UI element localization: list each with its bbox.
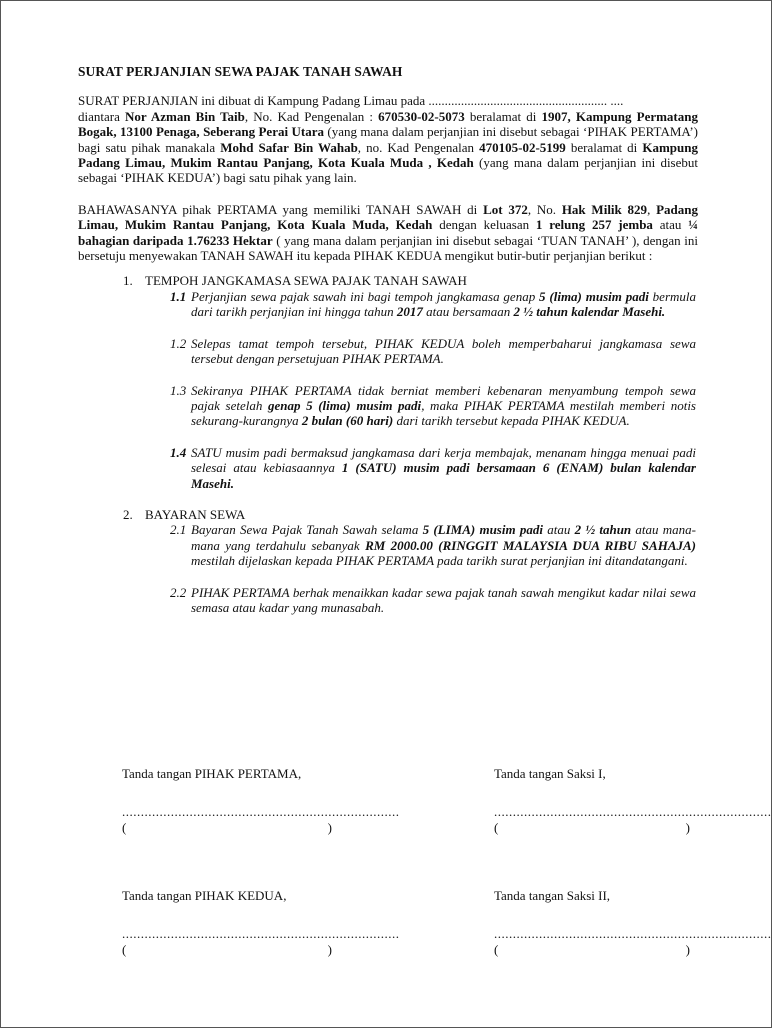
party2-name: Mohd Safar Bin Wahab (220, 139, 358, 155)
open-bracket: ( (122, 942, 127, 957)
clause-span: atau (542, 522, 575, 538)
clause-bold: 2 ½ tahun (574, 522, 632, 538)
clause-number: 2.2 (170, 584, 187, 600)
clause-span: bermula dari tarikh perjanjian ini hingga tahun (191, 288, 697, 320)
clause-number-text: 1.4 (170, 444, 187, 460)
section-1 (78, 273, 698, 490)
clause-number-text: 1.1 (170, 288, 187, 304)
intro-paragraph (78, 93, 698, 185)
intro-date-line: SURAT PERJANJIAN ini dibuat di Kampung Padang Limau pada ....................................................... .... (78, 93, 624, 109)
clause-text (191, 522, 696, 568)
clause-2-2 (170, 585, 696, 616)
bahawa-text: ( yang mana dalam perjanjian ini disebut sebagai ‘TUAN TANAH’ ), dengan ini bersetuju menyewakan TANAH SAWAH itu kepada PIHAK KEDUA mengikut butir-butir perjanjian berikut : (78, 232, 698, 264)
bahawasanya-paragraph (78, 202, 698, 264)
signature-line: .......................................................................... (494, 926, 772, 941)
intro-text: beralamat di (464, 108, 542, 124)
land-location: Padang Limau, Mukim Rantau Panjang, Kota Kuala Muda, Kedah (78, 201, 698, 233)
clause-bold: 5 (lima) musim padi (539, 288, 649, 304)
section-2 (78, 507, 698, 615)
close-bracket: ) (327, 820, 332, 835)
clause-text: PIHAK PERTAMA berhak menaikkan kadar sewa pajak tanah sawah mengikut kadar nilai sewa semasa atau kadar yang munasabah. (191, 584, 696, 615)
clause-1-2 (170, 336, 696, 367)
intro-text: , no. Kad Pengenalan (357, 139, 480, 155)
signature-witness-2 (494, 888, 772, 958)
clause-2-1 (170, 522, 696, 568)
party2-ic: 470105-02-5199 (479, 139, 566, 155)
spacer (78, 263, 698, 271)
clause-span: mestilah dijelaskan kepada PIHAK PERTAMA pada tarikh surat perjanjian ini ditandatangani. (191, 553, 688, 569)
close-bracket: ) (685, 942, 690, 957)
clause-1-3 (170, 383, 696, 429)
close-bracket: ) (327, 942, 332, 957)
name-brackets (494, 942, 690, 958)
spacer (78, 491, 698, 505)
bahawa-text: BAHAWASANYA pihak PERTAMA yang memiliki TANAH SAWAH di (78, 201, 484, 217)
clause-text (191, 289, 696, 320)
clause-text (191, 383, 696, 429)
document-body (78, 64, 698, 615)
clause-span: Sekiranya PIHAK PERTAMA tidak berniat memberi kebenaran menyambung tempoh sewa pajak setelah (191, 382, 696, 413)
signature-second-party (122, 888, 400, 958)
clause-span: dari tarikh tersebut kepada PIHAK KEDUA. (393, 413, 630, 429)
clause-bold: 5 (LIMA) musim padi (422, 522, 543, 538)
clause-number: 1.3 (170, 382, 187, 398)
signature-line: .......................................................................... (122, 804, 400, 819)
section-title: TEMPOH JANGKAMASA SEWA PAJAK TANAH SAWAH (145, 273, 467, 289)
spacer (78, 320, 698, 336)
open-bracket: ( (494, 820, 499, 835)
clause-text: Selepas tamat tempoh tersebut, PIHAK KEDUA boleh memperbaharui jangkamasa sewa tersebut dengan persetujuan PIHAK PERTAMA. (191, 335, 696, 367)
signature-line: .......................................................................... (494, 804, 772, 819)
clause-text (191, 445, 696, 491)
clause-span: SATU musim padi bermaksud jangkamasa dari kerja membajak, menanam hingga menuai padi selesai atau kebiasaannya (191, 444, 696, 476)
spacer (78, 569, 698, 585)
section-number: 2. (123, 506, 133, 522)
party2-address: Kampung Padang Limau, Mukim Rantau Panjang, Kota Kuala Muda , Kedah (78, 139, 698, 171)
party1-address: 1907, Kampung Permatang Bogak, 13100 Penaga, Seberang Perai Utara (78, 108, 698, 140)
open-bracket: ( (122, 820, 127, 835)
close-bracket: ) (685, 820, 690, 835)
intro-text: (yang mana dalam perjanjian ini disebut sebagai ‘PIHAK PERTAMA’) bagi satu pihak manakala (78, 124, 698, 155)
bahawa-text: , (647, 201, 657, 217)
name-brackets (122, 820, 332, 836)
section-number: 1. (123, 273, 133, 289)
clause-number (170, 289, 191, 320)
clause-1-1 (170, 289, 696, 320)
clause-span: atau bersamaan (422, 304, 514, 320)
signature-label: Tanda tangan PIHAK PERTAMA, (122, 766, 302, 781)
signature-witness-1 (494, 766, 772, 836)
clause-number: 1.2 (170, 335, 187, 351)
land-area: 1 relung 257 jemba (535, 217, 653, 233)
open-bracket: ( (494, 942, 499, 957)
name-brackets (122, 942, 332, 958)
clause-number: 2.1 (170, 522, 187, 538)
lot-number: Lot 372 (483, 201, 528, 217)
signature-label: Tanda tangan Saksi II, (494, 888, 611, 903)
spacer (78, 186, 698, 202)
hak-milik: Hak Milik 829 (561, 201, 648, 217)
section-1-heading (78, 273, 698, 288)
spacer (78, 429, 698, 445)
name-brackets (494, 820, 690, 836)
spacer (78, 367, 698, 383)
clause-span: atau mana-mana yang terdahulu sebanyak (191, 522, 696, 553)
land-share: ¼ bahagian daripada 1.76233 Hektar (78, 217, 698, 248)
intro-text: beralamat di (565, 139, 643, 155)
clause-bold: genap 5 (lima) musim padi (267, 397, 422, 413)
signature-label: Tanda tangan PIHAK KEDUA, (122, 888, 287, 903)
party1-name: Nor Azman Bin Taib (125, 108, 245, 124)
clause-span: Perjanjian sewa pajak sawah ini bagi tempoh jangkamasa genap (191, 288, 540, 304)
signature-label: Tanda tangan Saksi I, (494, 766, 606, 781)
clause-number (170, 445, 191, 491)
clause-bold: 1 (SATU) musim padi bersamaan 6 (ENAM) bulan kalendar Masehi. (191, 460, 696, 491)
clause-bold: 2017 (396, 304, 423, 320)
clause-span: , maka PIHAK PERTAMA mestilah memberi notis sekurang-kurangnya (191, 397, 696, 429)
intro-text: (yang mana dalam perjanjian ini disebut sebagai ‘PIHAK KEDUA’) bagi satu pihak yang lain. (78, 155, 698, 186)
bahawa-text: atau (652, 217, 689, 233)
section-2-heading (78, 507, 698, 522)
intro-text: diantara (78, 108, 125, 124)
party1-ic: 670530-02-5073 (378, 108, 465, 124)
clause-span: Bayaran Sewa Pajak Tanah Sawah selama (191, 522, 423, 538)
section-title: BAYARAN SEWA (145, 506, 246, 522)
clause-bold: 2 ½ tahun kalendar Masehi. (513, 304, 666, 320)
clause-1-4 (170, 445, 696, 491)
intro-text: , No. Kad Pengenalan : (244, 108, 379, 124)
bahawa-text: dengan keluasan (432, 217, 536, 233)
signature-first-party (122, 766, 400, 836)
signature-line: .......................................................................... (122, 926, 400, 941)
bahawa-text: , No. (527, 201, 562, 217)
clause-bold: 2 bulan (60 hari) (301, 413, 394, 429)
clause-bold: RM 2000.00 (RINGGIT MALAYSIA DUA RIBU SAHAJA) (365, 537, 696, 553)
document-title: SURAT PERJANJIAN SEWA PAJAK TANAH SAWAH (78, 64, 403, 79)
